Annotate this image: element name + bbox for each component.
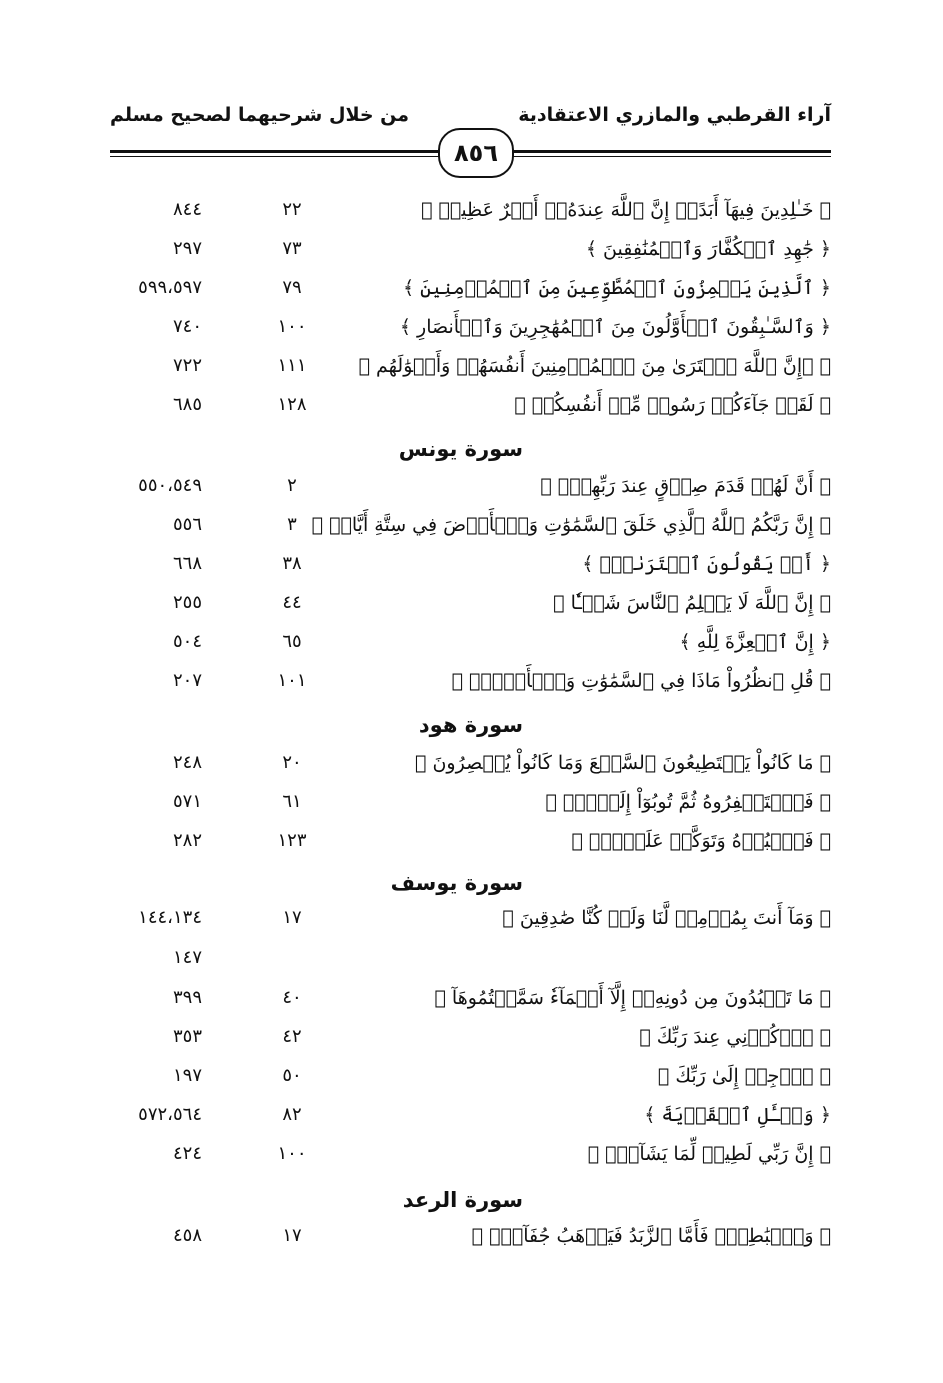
page-refs: ١٤٤،١٣٤: [138, 907, 202, 928]
ayah-number: ٦٥: [282, 631, 302, 652]
surah-heading-row: [0, 1182, 943, 1218]
index-row: [0, 980, 943, 1016]
page-refs: ٣٥٣: [172, 1026, 202, 1047]
verse-text: ﴿ خَـٰلِدِينَ فِيهَآ أَبَدًاۚ إِنَّ ٱللَّهَ عِندَهُۥٓ أَجۡرٌ عَظِيمٞ ﴾: [421, 199, 831, 221]
verse-text: ﴿ إِنَّ رَبَّكُمُ ٱللَّهُ ٱلَّذِي خَلَقَ ٱلسَّمَٰوَٰتِ وَٱلۡأَرۡضَ فِي سِتَّةِ أَيَّامٖ ﴾: [311, 514, 831, 536]
ayah-number: ٢: [287, 475, 297, 496]
verse-text: ﴿ وَسۡـَٔلِ ٱلۡقَرۡيَةَ ﴾: [644, 1104, 831, 1126]
ayah-number: ١٠١: [277, 670, 307, 691]
verse-text: ﴿ مَا تَعۡبُدُونَ مِن دُونِهِۦٓ إِلَّآ أَسۡمَآءٗ سَمَّيۡتُمُوهَآ ﴾: [434, 987, 831, 1009]
index-row: [0, 507, 943, 543]
ayah-number: ٨٢: [282, 1104, 302, 1125]
surah-heading-row: [0, 707, 943, 743]
ayah-number: ٣٨: [282, 553, 302, 574]
ayah-number: ١٠٠: [277, 1143, 307, 1164]
ayah-number: ٦١: [282, 791, 302, 812]
surah-heading: سورة الرعد: [402, 1188, 523, 1212]
page-refs: ٧٢٢: [172, 355, 202, 376]
surah-heading-row: [0, 865, 943, 901]
ayah-number: ١١١: [277, 355, 307, 376]
index-row: [0, 1058, 943, 1094]
verse-text: ﴿ مَا كَانُواْ يَسۡتَطِيعُونَ ٱلسَّمۡعَ وَمَا كَانُواْ يُبۡصِرُونَ ﴾: [415, 752, 831, 774]
page-refs: ٦٦٨: [172, 553, 202, 574]
ayah-number: ١٧: [282, 1225, 302, 1246]
verse-text: ﴿ جَٰهِدِ ٱلۡكُفَّارَ وَٱلۡمُنَٰفِقِينَ ﴾: [585, 238, 831, 260]
surah-heading: سورة يوسف: [390, 871, 523, 895]
verse-text: ﴿ إِنَّ ٱللَّهَ لَا يَظۡلِمُ ٱلنَّاسَ شَيۡـٔٗا ﴾: [553, 592, 831, 614]
verse-text: ﴿ إِنَّ رَبِّي لَطِيفٞ لِّمَا يَشَآءُۚ ﴾: [587, 1143, 831, 1165]
surah-heading: سورة هود: [418, 713, 523, 737]
page-refs: ٥٥٦: [172, 514, 202, 535]
index-row: [0, 1136, 943, 1172]
ayah-number: ٢٠: [282, 752, 302, 773]
ayah-number: ٧٩: [282, 277, 302, 298]
index-row: [0, 348, 943, 384]
ayah-number: ٤٢: [282, 1026, 302, 1047]
index-row: [0, 745, 943, 781]
verse-text: ﴿ أَمۡ يَقُولُونَ ٱفۡتَرَىٰهُۖ ﴾: [582, 553, 831, 575]
verse-text: ﴿ ٱذۡكُرۡنِي عِندَ رَبِّكَ ﴾: [639, 1026, 831, 1048]
index-row: [0, 663, 943, 699]
verse-text: ﴿ إِنَّ ٱلۡعِزَّةَ لِلَّهِ ﴾: [679, 631, 831, 653]
page-refs: ٧٤٠: [172, 316, 202, 337]
page-refs: ٦٨٥: [172, 394, 202, 415]
page-number: ٨٥٦: [438, 128, 514, 178]
verse-text: ﴿ وَٱلسَّـٰبِقُونَ ٱلۡأَوَّلُونَ مِنَ ٱلۡمُهَٰجِرِينَ وَٱلۡأَنصَارِ ﴾: [399, 316, 831, 338]
verse-text: ﴿ قُلِ ٱنظُرُواْ مَاذَا فِي ٱلسَّمَٰوَٰتِ وَٱلۡأَرۡضِۚ ﴾: [451, 670, 831, 692]
ayah-number: ٥٠: [282, 1065, 302, 1086]
ayah-number: ٢٢: [282, 199, 302, 220]
page-refs: ٨٤٤: [172, 199, 202, 220]
ayah-number: ١٢٣: [277, 830, 307, 851]
index-row: [0, 1019, 943, 1055]
page-refs: ١٤٧: [172, 947, 202, 968]
index-row: [0, 387, 943, 423]
surah-heading: سورة يونس: [398, 437, 523, 461]
index-row: [0, 940, 943, 976]
index-row: [0, 192, 943, 228]
verse-text: ﴿ ۞إِنَّ ٱللَّهَ ٱشۡتَرَىٰ مِنَ ٱلۡمُؤۡمِنِينَ أَنفُسَهُمۡ وَأَمۡوَٰلَهُم ﴾: [358, 355, 831, 377]
ayah-number: ٧٣: [282, 238, 302, 259]
index-row: [0, 270, 943, 306]
page-refs: ٥٧٢،٥٦٤: [138, 1104, 202, 1125]
ayah-number: ١٠٠: [277, 316, 307, 337]
page-refs: ٤٥٨: [172, 1225, 202, 1246]
page-refs: ٢٨٢: [172, 830, 202, 851]
verse-text: ﴿ وَمَآ أَنتَ بِمُؤۡمِنٖ لَّنَا وَلَوۡ كُنَّا صَٰدِقِينَ ﴾: [502, 907, 831, 929]
verse-text: ﴿ فَٱعۡبُدۡهُ وَتَوَكَّلۡ عَلَيۡهِۚ ﴾: [571, 830, 831, 852]
index-row: [0, 231, 943, 267]
index-row: [0, 1218, 943, 1254]
index-row: [0, 546, 943, 582]
ayah-number: ٤٠: [282, 987, 302, 1008]
surah-heading-row: [0, 431, 943, 467]
verse-text: ﴿ فَٱسۡتَغۡفِرُوهُ ثُمَّ تُوبُوٓاْ إِلَيۡهِۚ ﴾: [545, 791, 831, 813]
page-refs: ٢٩٧: [172, 238, 202, 259]
index-row: [0, 309, 943, 345]
book-subtitle: من خلال شرحيهما لصحيح مسلم: [110, 104, 410, 126]
index-row: [0, 1097, 943, 1133]
book-title: آراء القرطبي والمازري الاعتقادية: [518, 104, 831, 126]
index-row: [0, 900, 943, 936]
page-refs: ٥٠٤: [172, 631, 202, 652]
ayah-number: ٣: [287, 514, 297, 535]
page-refs: ٤٢٤: [172, 1143, 202, 1164]
page-refs: ٢٠٧: [172, 670, 202, 691]
page-refs: ٢٤٨: [172, 752, 202, 773]
index-row: [0, 624, 943, 660]
ayah-number: ١٢٨: [277, 394, 307, 415]
page-refs: ٥٥٠،٥٤٩: [138, 475, 202, 496]
verse-text: ﴿ وَٱلۡبَٰطِلَۚ فَأَمَّا ٱلزَّبَدُ فَيَذۡهَبُ جُفَآءٗۖ ﴾: [471, 1225, 831, 1247]
page-refs: ٥٩٩،٥٩٧: [138, 277, 202, 298]
verse-text: ﴿ لَقَدۡ جَآءَكُمۡ رَسُولٞ مِّنۡ أَنفُسِكُمۡ ﴾: [514, 394, 831, 416]
ayah-number: ٤٤: [282, 592, 302, 613]
page-refs: ٢٥٥: [172, 592, 202, 613]
page-refs: ٥٧١: [172, 791, 202, 812]
ayah-number: ١٧: [282, 907, 302, 928]
verse-text: ﴿ ٱرۡجِعۡ إِلَىٰ رَبِّكَ ﴾: [657, 1065, 831, 1087]
index-row: [0, 823, 943, 859]
index-row: [0, 468, 943, 504]
page-refs: ٣٩٩: [172, 987, 202, 1008]
verse-text: ﴿ أَنَّ لَهُمۡ قَدَمَ صِدۡقٍ عِندَ رَبِّهِمۡۗ ﴾: [540, 475, 831, 497]
verse-text: ﴿ ٱلَّذِينَ يَلۡمِزُونَ ٱلۡمُطَّوِّعِينَ مِنَ ٱلۡمُؤۡمِنِينَ ﴾: [402, 277, 831, 299]
index-row: [0, 585, 943, 621]
index-row: [0, 784, 943, 820]
page-refs: ١٩٧: [172, 1065, 202, 1086]
